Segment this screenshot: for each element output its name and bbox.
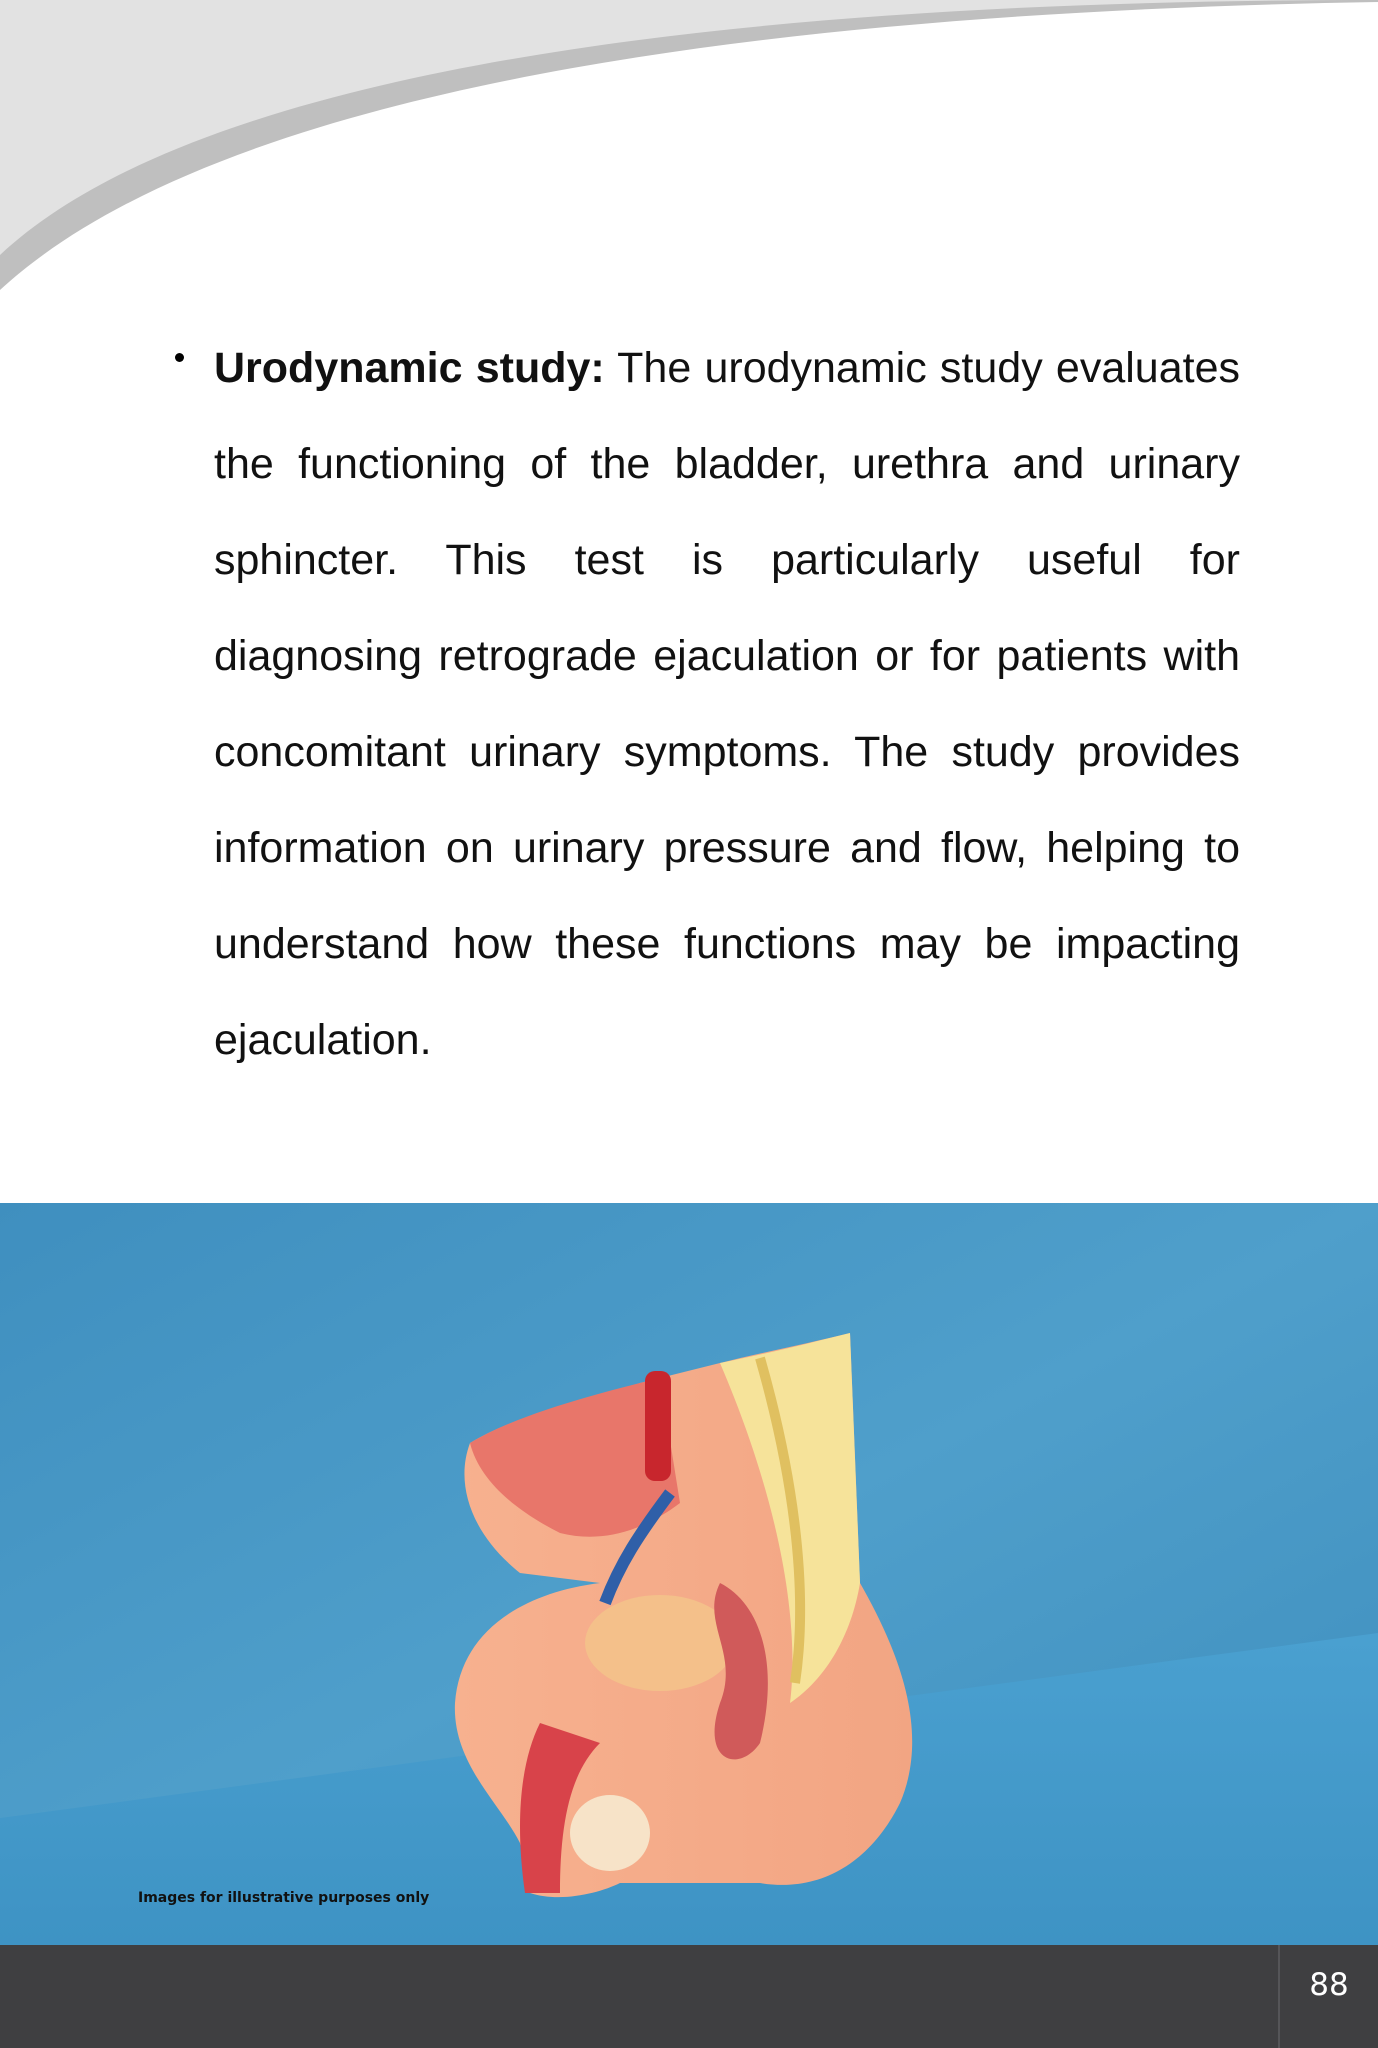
anatomical-model-photo xyxy=(0,1203,1378,1945)
bullet-description: The urodynamic study evaluates the functioning of the bladder, urethra and urinary sphincter. This test is particularly useful for diagnosing retrograde ejaculation or for patients with concomitant urinary symptoms. The study provides information on urinary pressure and flow, helping to understand how these functions may be impacting ejaculation. xyxy=(214,344,1240,1064)
bullet-text xyxy=(214,320,1240,1088)
bullet-term: Urodynamic study: xyxy=(214,344,605,392)
pelvis-model-illustration xyxy=(0,1203,1378,1945)
page-footer xyxy=(0,1945,1378,2048)
header-decorative-curve xyxy=(0,0,1378,300)
page-number: 88 xyxy=(1309,1967,1349,2003)
bullet-item-urodynamic-study xyxy=(175,320,1240,1088)
bullet-marker xyxy=(175,353,184,362)
image-caption: Images for illustrative purposes only xyxy=(138,1890,430,1906)
